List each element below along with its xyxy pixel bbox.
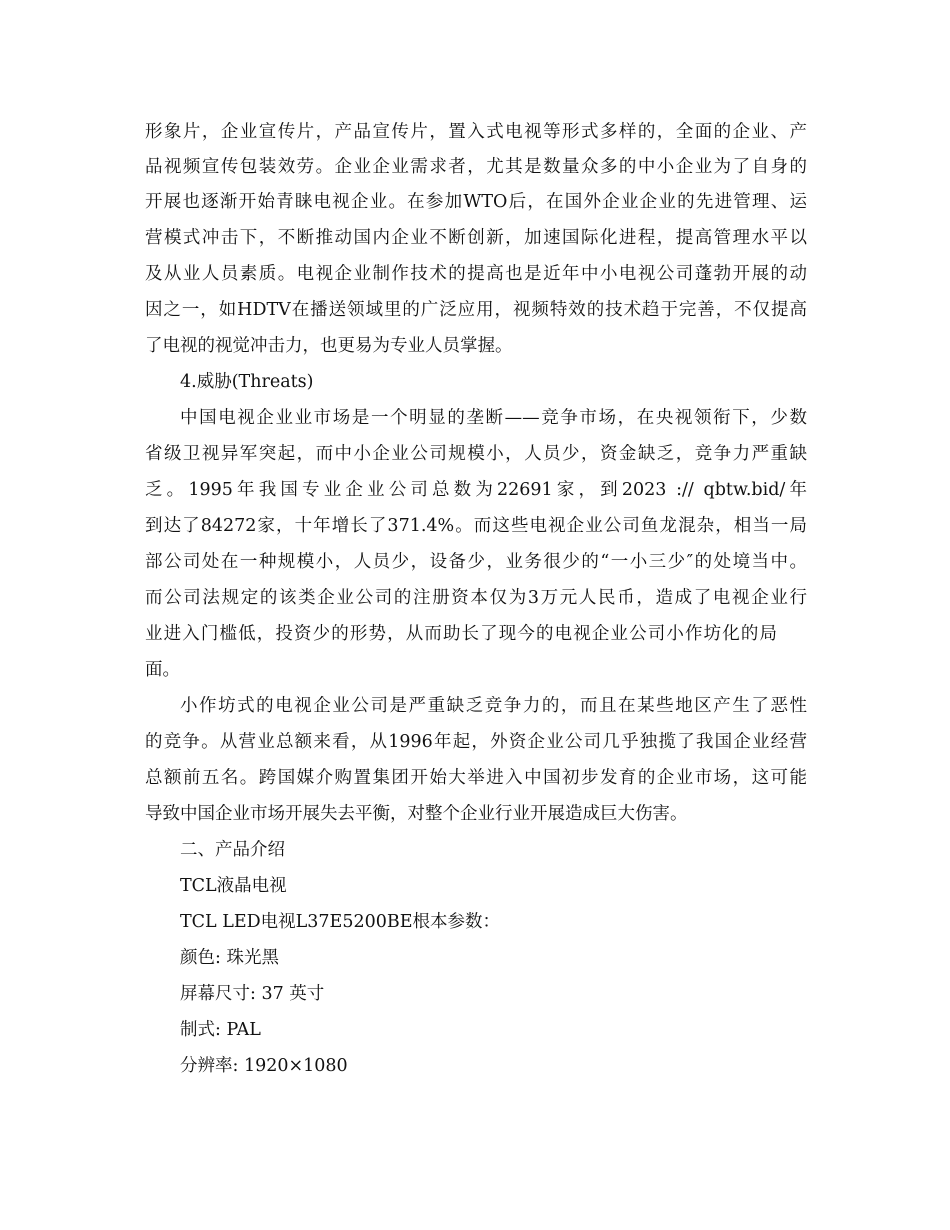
paragraph-line: 小作坊式的电视企业公司是严重缺乏竞争力的，而且在某些地区产生了恶性: [180, 696, 807, 716]
paragraph-line: 总额前五名。跨国媒介购置集团开始大举进入中国初步发育的企业市场，这可能: [145, 768, 807, 788]
param-color: 颜色: 珠光黑: [180, 948, 279, 968]
section-heading-threats: 4.威胁(Threats): [180, 372, 314, 392]
paragraph-line: 因之一，如HDTV在播送领域里的广泛应用，视频特效的技术趋于完善，不仅提高: [145, 300, 807, 320]
product-name: TCL液晶电视: [180, 876, 287, 896]
paragraph-line: 中国电视企业业市场是一个明显的垄断——竞争市场，在央视领衔下，少数: [180, 408, 807, 428]
paragraph-line: 的竞争。从营业总额来看，从1996年起，外资企业公司几乎独揽了我国企业经营: [145, 732, 807, 752]
paragraph-line: 部公司处在一种规模小，人员少，设备少，业务很少的“一小三少″的处境当中。: [145, 552, 807, 572]
param-resolution: 分辨率: 1920×1080: [180, 1056, 348, 1076]
paragraph-line: 形象片，企业宣传片，产品宣传片，置入式电视等形式多样的，全面的企业、产: [145, 122, 807, 142]
paragraph-line: 省级卫视异军突起，而中小企业公司规模小，人员少，资金缺乏，竞争力严重缺: [145, 444, 807, 464]
paragraph-line: 到达了84272家，十年增长了371.4%。而这些电视企业公司鱼龙混杂，相当一局: [145, 516, 807, 536]
paragraph-line: 而公司法规定的该类企业公司的注册资本仅为3万元人民币，造成了电视企业行: [145, 588, 807, 608]
paragraph-line: 营模式冲击下，不断推动国内企业不断创新，加速国际化进程，提高管理水平以: [145, 228, 807, 248]
paragraph-line: 业进入门槛低，投资少的形势，从而助长了现今的电视企业公司小作坊化的局: [145, 624, 777, 644]
paragraph-line: 乏。1995年我国专业企业公司总数为22691家，到2023 :// qbtw.bid/年: [145, 480, 807, 500]
paragraph-line: 导致中国企业市场开展失去平衡，对整个企业行业开展造成巨大伤害。: [145, 804, 688, 824]
paragraph-line: 了电视的视觉冲击力，也更易为专业人员掌握。: [145, 336, 513, 356]
paragraph-line: 面。: [145, 660, 180, 680]
param-format: 制式: PAL: [180, 1020, 261, 1040]
section-heading-product: 二、产品介绍: [180, 840, 285, 860]
product-params-title: TCL LED电视L37E5200BE根本参数：: [180, 912, 501, 932]
paragraph-line: 品视频宣传包装效劳。企业企业需求者，尤其是数量众多的中小企业为了自身的: [145, 157, 807, 177]
paragraph-line: 开展也逐渐开始青睐电视企业。在参加WTO后，在国外企业企业的先进管理、运: [145, 192, 807, 212]
param-screen-size: 屏幕尺寸: 37 英寸: [180, 984, 325, 1004]
paragraph-line: 及从业人员素质。电视企业制作技术的提高也是近年中小电视公司蓬勃开展的动: [145, 264, 807, 284]
